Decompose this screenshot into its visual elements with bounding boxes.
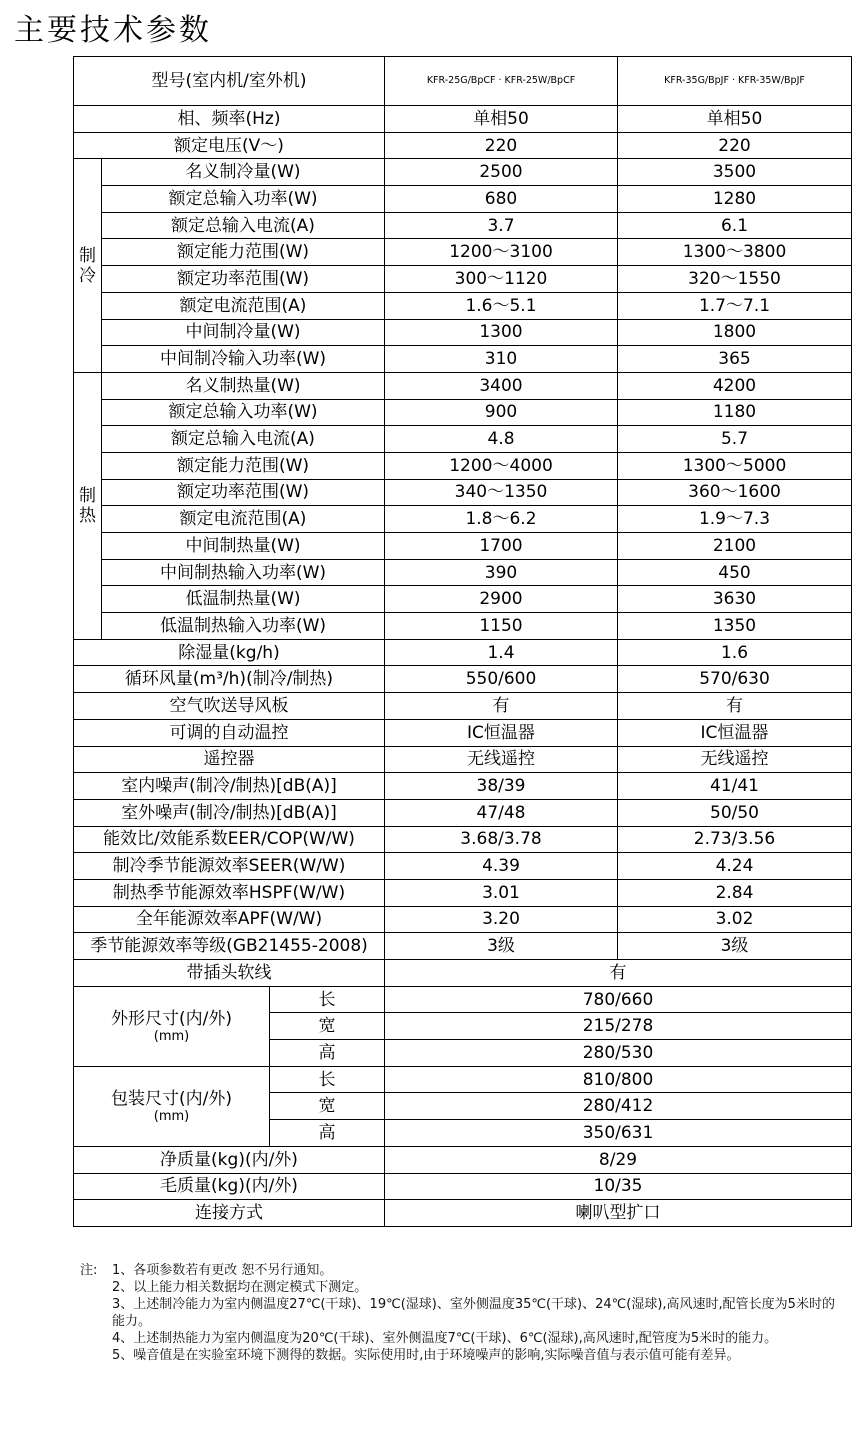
row-label: 低温制热量(W) [102, 586, 385, 613]
table-row [74, 986, 852, 1013]
row-label: 能效比/效能系数EER/COP(W/W) [74, 826, 385, 853]
table-row [74, 879, 852, 906]
table-row [74, 533, 852, 560]
value-model-a: 3级 [385, 933, 618, 960]
value-model-a: 3.01 [385, 879, 618, 906]
heating-group-label: 制 热 [74, 372, 102, 639]
row-label: 中间制热量(W) [102, 533, 385, 560]
value-model-a: IC恒温器 [385, 719, 618, 746]
dimension-value: 810/800 [385, 1066, 852, 1093]
table-row [74, 132, 852, 159]
value-model-b: 450 [618, 559, 852, 586]
value-model-b: 41/41 [618, 773, 852, 800]
value-model-b: 220 [618, 132, 852, 159]
table-row [74, 506, 852, 533]
row-label: 额定功率范围(W) [102, 479, 385, 506]
table-row [74, 1173, 852, 1200]
page-title: 主要技术参数 [14, 13, 212, 48]
row-label: 可调的自动温控 [74, 719, 385, 746]
dimension-label: 宽 [270, 1013, 385, 1040]
value-model-b: 2.73/3.56 [618, 826, 852, 853]
header-label: 型号(室内机/室外机) [74, 57, 385, 106]
row-label: 名义制热量(W) [102, 372, 385, 399]
value-model-a: 390 [385, 559, 618, 586]
dimension-value: 280/530 [385, 1040, 852, 1067]
value-model-a: 1.6～5.1 [385, 292, 618, 319]
table-row [74, 319, 852, 346]
value-model-a: 1700 [385, 533, 618, 560]
note-item: 5、噪音值是在实验室环境下测得的数据。实际使用时,由于环境噪声的影响,实际噪音值与表示值可能有差异。 [112, 1348, 740, 1363]
table-row [74, 639, 852, 666]
table-header-row [74, 57, 852, 106]
spec-table-body [74, 57, 852, 1227]
value-model-b: 50/50 [618, 799, 852, 826]
row-label: 额定能力范围(W) [102, 239, 385, 266]
value-model-b: 1.7～7.1 [618, 292, 852, 319]
row-label: 连接方式 [74, 1200, 385, 1227]
value-model-b: 单相50 [618, 106, 852, 133]
row-label: 额定总输入功率(W) [102, 186, 385, 213]
cooling-group-label: 制 冷 [74, 159, 102, 373]
row-label: 循环风量(m³/h)(制冷/制热) [74, 666, 385, 693]
table-row [74, 1066, 852, 1093]
notes-list [80, 1262, 840, 1364]
table-row [74, 1200, 852, 1227]
value-model-b: 1300～3800 [618, 239, 852, 266]
table-row [74, 159, 852, 186]
header-model-b: KFR-35G/BpJF · KFR-35W/BpJF [618, 57, 852, 106]
dimension-label: 长 [270, 1066, 385, 1093]
value-model-a: 无线遥控 [385, 746, 618, 773]
shared-value: 喇叭型扩口 [385, 1200, 852, 1227]
value-model-a: 900 [385, 399, 618, 426]
table-row [74, 960, 852, 987]
row-label: 额定电流范围(A) [102, 506, 385, 533]
value-model-b: 6.1 [618, 212, 852, 239]
package_size-title: 包装尺寸(内/外) [111, 1088, 232, 1109]
value-model-a: 有 [385, 693, 618, 720]
shared-value: 10/35 [385, 1173, 852, 1200]
value-model-b: 1.6 [618, 639, 852, 666]
value-model-a: 340～1350 [385, 479, 618, 506]
note-item: 2、以上能力相关数据均在测定模式下测定。 [112, 1280, 368, 1295]
row-label: 额定能力范围(W) [102, 452, 385, 479]
value-model-a: 3400 [385, 372, 618, 399]
value-model-b: 1280 [618, 186, 852, 213]
value-model-a: 3.7 [385, 212, 618, 239]
value-model-a: 3.68/3.78 [385, 826, 618, 853]
table-row [74, 586, 852, 613]
header-model-a: KFR-25G/BpCF · KFR-25W/BpCF [385, 57, 618, 106]
row-label: 中间制热输入功率(W) [102, 559, 385, 586]
dimension-value: 780/660 [385, 986, 852, 1013]
row-label: 低温制热输入功率(W) [102, 613, 385, 640]
value-model-b: 3500 [618, 159, 852, 186]
table-row [74, 719, 852, 746]
value-model-a: 1200～4000 [385, 452, 618, 479]
value-model-a: 4.8 [385, 426, 618, 453]
value-model-a: 300～1120 [385, 266, 618, 293]
row-label: 室外噪声(制冷/制热)[dB(A)] [74, 799, 385, 826]
value-model-a: 1300 [385, 319, 618, 346]
outer_size-label [74, 986, 270, 1066]
value-model-b: 1.9～7.3 [618, 506, 852, 533]
row-label: 毛质量(kg)(内/外) [74, 1173, 385, 1200]
value-model-b: 3级 [618, 933, 852, 960]
value-model-b: 2100 [618, 533, 852, 560]
note-item: 1、各项参数若有更改 恕不另行通知。 [112, 1263, 333, 1278]
value-model-b: IC恒温器 [618, 719, 852, 746]
row-label: 带插头软线 [74, 960, 385, 987]
shared-value: 有 [385, 960, 852, 987]
value-model-b: 无线遥控 [618, 746, 852, 773]
value-model-a: 1.4 [385, 639, 618, 666]
value-model-a: 310 [385, 346, 618, 373]
row-label: 中间制冷输入功率(W) [102, 346, 385, 373]
row-label: 全年能源效率APF(W/W) [74, 906, 385, 933]
value-model-a: 47/48 [385, 799, 618, 826]
value-model-b: 5.7 [618, 426, 852, 453]
row-label: 制冷季节能源效率SEER(W/W) [74, 853, 385, 880]
notes-section [80, 1262, 840, 1364]
row-label: 相、频率(Hz) [74, 106, 385, 133]
row-label: 制热季节能源效率HSPF(W/W) [74, 879, 385, 906]
table-row [74, 613, 852, 640]
value-model-a: 3.20 [385, 906, 618, 933]
value-model-a: 550/600 [385, 666, 618, 693]
dimension-label: 长 [270, 986, 385, 1013]
table-row [74, 452, 852, 479]
table-row [74, 746, 852, 773]
dimension-label: 宽 [270, 1093, 385, 1120]
table-row [74, 186, 852, 213]
value-model-a: 1200～3100 [385, 239, 618, 266]
dimension-value: 350/631 [385, 1120, 852, 1147]
row-label: 额定总输入电流(A) [102, 212, 385, 239]
table-row [74, 479, 852, 506]
note-item: 3、上述制冷能力为室内侧温度27℃(干球)、19℃(湿球)、室外侧温度35℃(干球)、24℃(湿球),高风速时,配管长度为5米时的能力。 [112, 1297, 835, 1329]
value-model-a: 38/39 [385, 773, 618, 800]
dimension-value: 280/412 [385, 1093, 852, 1120]
value-model-b: 1180 [618, 399, 852, 426]
value-model-b: 4200 [618, 372, 852, 399]
value-model-a: 680 [385, 186, 618, 213]
table-row [74, 853, 852, 880]
table-row [74, 666, 852, 693]
row-label: 额定总输入功率(W) [102, 399, 385, 426]
table-row [74, 426, 852, 453]
row-label: 季节能源效率等级(GB21455-2008) [74, 933, 385, 960]
row-label: 额定功率范围(W) [102, 266, 385, 293]
row-label: 额定电流范围(A) [102, 292, 385, 319]
value-model-a: 1.8～6.2 [385, 506, 618, 533]
row-label: 名义制冷量(W) [102, 159, 385, 186]
value-model-b: 365 [618, 346, 852, 373]
value-model-b: 4.24 [618, 853, 852, 880]
table-row [74, 559, 852, 586]
table-row [74, 693, 852, 720]
package_size-label [74, 1066, 270, 1146]
row-label: 室内噪声(制冷/制热)[dB(A)] [74, 773, 385, 800]
spec-table [73, 56, 852, 1227]
value-model-b: 320～1550 [618, 266, 852, 293]
table-row [74, 906, 852, 933]
table-row [74, 292, 852, 319]
value-model-b: 3630 [618, 586, 852, 613]
value-model-b: 3.02 [618, 906, 852, 933]
table-row [74, 346, 852, 373]
table-row [74, 399, 852, 426]
value-model-b: 有 [618, 693, 852, 720]
value-model-b: 1300～5000 [618, 452, 852, 479]
value-model-b: 2.84 [618, 879, 852, 906]
value-model-b: 1800 [618, 319, 852, 346]
table-row [74, 933, 852, 960]
dimension-label: 高 [270, 1120, 385, 1147]
dimension-value: 215/278 [385, 1013, 852, 1040]
table-row [74, 773, 852, 800]
value-model-a: 2500 [385, 159, 618, 186]
table-row [74, 266, 852, 293]
value-model-b: 570/630 [618, 666, 852, 693]
row-label: 除湿量(kg/h) [74, 639, 385, 666]
outer_size-unit: (mm) [153, 1028, 190, 1044]
shared-value: 8/29 [385, 1146, 852, 1173]
table-row [74, 212, 852, 239]
package_size-unit: (mm) [153, 1108, 190, 1124]
value-model-b: 1350 [618, 613, 852, 640]
row-label: 空气吹送导风板 [74, 693, 385, 720]
value-model-a: 单相50 [385, 106, 618, 133]
row-label: 额定总输入电流(A) [102, 426, 385, 453]
table-row [74, 372, 852, 399]
row-label: 遥控器 [74, 746, 385, 773]
table-row [74, 239, 852, 266]
dimension-label: 高 [270, 1040, 385, 1067]
value-model-a: 220 [385, 132, 618, 159]
value-model-a: 1150 [385, 613, 618, 640]
outer_size-title: 外形尺寸(内/外) [111, 1008, 232, 1029]
value-model-b: 360～1600 [618, 479, 852, 506]
notes-prefix: 注: [80, 1263, 98, 1278]
row-label: 净质量(kg)(内/外) [74, 1146, 385, 1173]
table-row [74, 799, 852, 826]
value-model-a: 4.39 [385, 853, 618, 880]
note-item: 4、上述制热能力为室内侧温度为20℃(干球)、室外侧温度7℃(干球)、6℃(湿球),高风速时,配管度为5米时的能力。 [112, 1331, 778, 1346]
table-row [74, 826, 852, 853]
table-row [74, 106, 852, 133]
table-row [74, 1146, 852, 1173]
value-model-a: 2900 [385, 586, 618, 613]
row-label: 中间制冷量(W) [102, 319, 385, 346]
row-label: 额定电压(V～) [74, 132, 385, 159]
